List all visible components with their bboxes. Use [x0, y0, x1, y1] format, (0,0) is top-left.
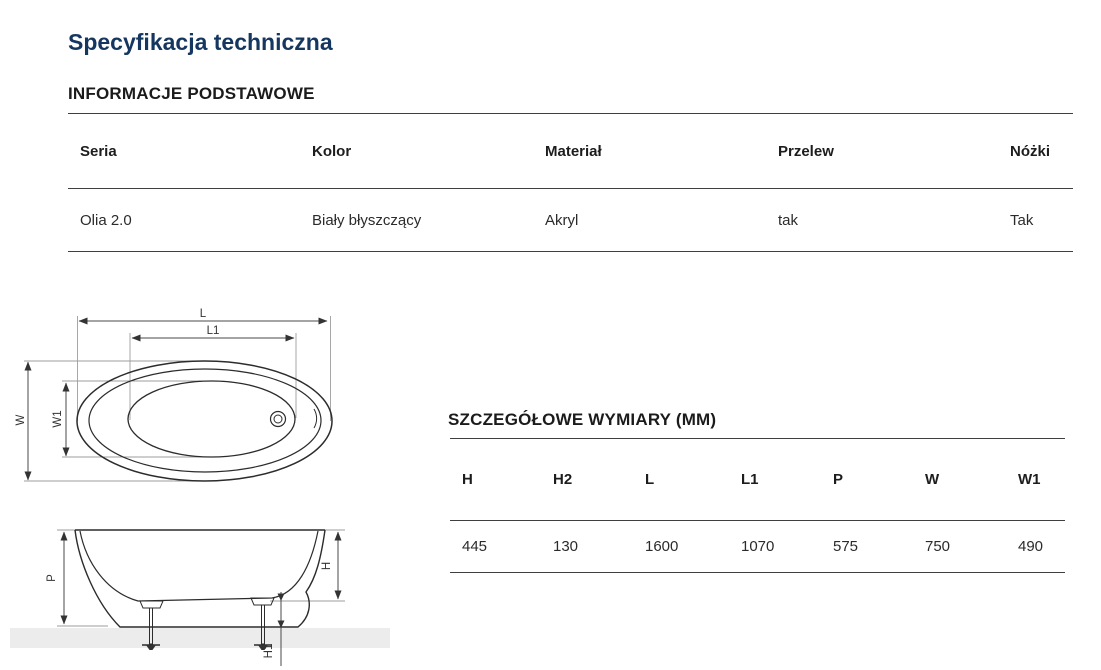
drain-icon: [271, 412, 286, 427]
top-view-drawing: [15, 308, 332, 481]
cell-w1: 490: [1006, 521, 1065, 573]
dimensions-table: [450, 438, 1065, 573]
dim-label-w: W: [15, 414, 27, 426]
basic-info-header-row: [68, 114, 1073, 189]
col-seria: Seria: [68, 114, 300, 189]
basic-info-table: [68, 113, 1073, 252]
dim-label-w1: W1: [52, 410, 64, 428]
dim-label-l: L: [199, 308, 207, 320]
cell-przelew: tak: [766, 189, 998, 252]
cell-seria: Olia 2.0: [68, 189, 300, 252]
dimensions-header-row: [450, 439, 1065, 521]
cell-kolor: Biały błyszczący: [300, 189, 533, 252]
col-l: L: [633, 439, 729, 521]
page-title: Specyfikacja techniczna: [68, 29, 333, 56]
col-p: P: [821, 439, 913, 521]
ground-hatch: [10, 628, 390, 648]
cell-l: 1600: [633, 521, 729, 573]
col-w: W: [913, 439, 1006, 521]
cell-w: 750: [913, 521, 1006, 573]
cell-h2: 130: [541, 521, 633, 573]
basic-info-heading: INFORMACJE PODSTAWOWE: [68, 84, 315, 104]
h1-arrow-top: [278, 594, 285, 602]
overflow-mark: [314, 409, 317, 428]
col-w1: W1: [1006, 439, 1065, 521]
bathtub-technical-drawing: [0, 300, 430, 670]
col-przelew: Przelew: [766, 114, 998, 189]
dim-label-p: P: [46, 574, 58, 582]
col-h: H: [450, 439, 541, 521]
dim-label-l1: L1: [206, 325, 220, 337]
cell-nozki: Tak: [998, 189, 1073, 252]
col-l1: L1: [729, 439, 821, 521]
dimensions-heading: SZCZEGÓŁOWE WYMIARY (MM): [448, 410, 717, 430]
col-h2: H2: [541, 439, 633, 521]
side-view-drawing: [10, 530, 390, 666]
col-nozki: Nóżki: [998, 114, 1073, 189]
col-material: Materiał: [533, 114, 766, 189]
table-row: [68, 189, 1073, 252]
cell-p: 575: [821, 521, 913, 573]
cell-l1: 1070: [729, 521, 821, 573]
cell-material: Akryl: [533, 189, 766, 252]
table-row: [450, 521, 1065, 573]
dim-label-h: H: [321, 561, 333, 571]
dim-label-h1: H1: [263, 643, 275, 659]
col-kolor: Kolor: [300, 114, 533, 189]
cell-h: 445: [450, 521, 541, 573]
